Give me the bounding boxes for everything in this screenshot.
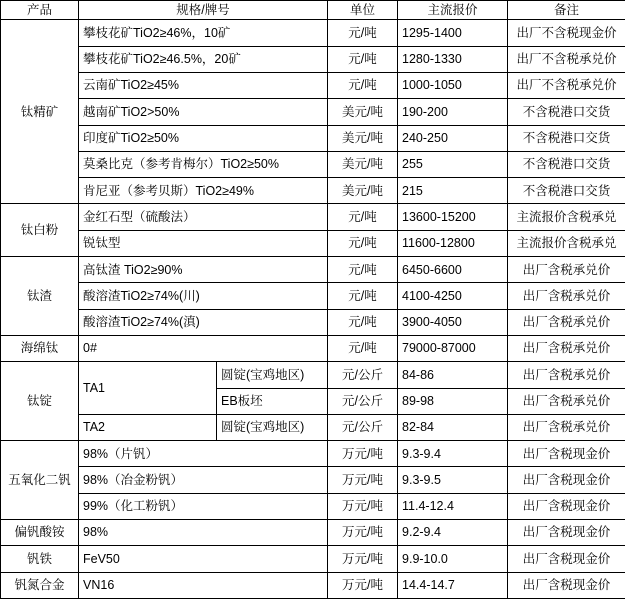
product-category-cell: 钛白粉 [1, 204, 79, 257]
price-cell: 9.3-9.4 [398, 441, 508, 467]
table-row [1, 72, 625, 98]
header-spec: 规格/牌号 [79, 1, 328, 20]
product-category-cell: 钒铁 [1, 546, 79, 572]
table-row [1, 283, 625, 309]
unit-cell: 元/吨 [328, 204, 398, 230]
price-cell: 13600-15200 [398, 204, 508, 230]
spec-cell: 越南矿TiO2>50% [79, 99, 328, 125]
spec-cell: 高钛渣 TiO2≥90% [79, 257, 328, 283]
table-row [1, 493, 625, 519]
table-row [1, 230, 625, 256]
price-cell: 9.2-9.4 [398, 520, 508, 546]
remark-cell: 不含税港口交货 [508, 125, 625, 151]
table-body [1, 20, 625, 599]
table-row [1, 309, 625, 335]
price-cell: 9.3-9.5 [398, 467, 508, 493]
table-row [1, 20, 625, 46]
table-row [1, 125, 625, 151]
unit-cell: 元/吨 [328, 20, 398, 46]
spec-cell: 酸溶渣TiO2≥74%(滇) [79, 309, 328, 335]
remark-cell: 出厂含税承兑价 [508, 414, 625, 440]
unit-cell: 美元/吨 [328, 99, 398, 125]
table-row [1, 362, 625, 388]
header-row [1, 1, 625, 20]
unit-cell: 元/吨 [328, 72, 398, 98]
header-unit: 单位 [328, 1, 398, 20]
product-category-cell: 偏钒酸铵 [1, 520, 79, 546]
unit-cell: 万元/吨 [328, 546, 398, 572]
price-cell: 79000-87000 [398, 335, 508, 361]
spec-cell: 印度矿TiO2≥50% [79, 125, 328, 151]
table-row [1, 99, 625, 125]
remark-cell: 不含税港口交货 [508, 99, 625, 125]
remark-cell: 不含税港口交货 [508, 178, 625, 204]
price-cell: 3900-4050 [398, 309, 508, 335]
price-cell: 4100-4250 [398, 283, 508, 309]
table-row [1, 467, 625, 493]
unit-cell: 美元/吨 [328, 151, 398, 177]
table-row [1, 46, 625, 72]
remark-cell: 主流报价含税承兑 [508, 230, 625, 256]
remark-cell: 出厂含税承兑价 [508, 309, 625, 335]
remark-cell: 出厂含税现金价 [508, 467, 625, 493]
remark-cell: 出厂不含税现金价 [508, 20, 625, 46]
remark-cell: 出厂含税承兑价 [508, 388, 625, 414]
table-row [1, 178, 625, 204]
unit-cell: 元/公斤 [328, 388, 398, 414]
price-cell: 82-84 [398, 414, 508, 440]
price-cell: 84-86 [398, 362, 508, 388]
remark-cell: 出厂含税现金价 [508, 546, 625, 572]
price-cell: 11600-12800 [398, 230, 508, 256]
table-row [1, 151, 625, 177]
remark-cell: 出厂含税现金价 [508, 520, 625, 546]
table-row [1, 204, 625, 230]
spec-cell: 98%（冶金粉钒） [79, 467, 328, 493]
unit-cell: 元/公斤 [328, 362, 398, 388]
header-remark: 备注 [508, 1, 625, 20]
unit-cell: 万元/吨 [328, 572, 398, 598]
product-category-cell: 海绵钛 [1, 335, 79, 361]
product-category-cell: 钒氮合金 [1, 572, 79, 598]
table-row [1, 257, 625, 283]
unit-cell: 万元/吨 [328, 441, 398, 467]
table-row [1, 546, 625, 572]
unit-cell: 元/吨 [328, 335, 398, 361]
unit-cell: 万元/吨 [328, 467, 398, 493]
price-cell: 1280-1330 [398, 46, 508, 72]
price-cell: 89-98 [398, 388, 508, 414]
price-cell: 11.4-12.4 [398, 493, 508, 519]
spec-cell: 云南矿TiO2≥45% [79, 72, 328, 98]
header-price: 主流报价 [398, 1, 508, 20]
price-cell: 14.4-14.7 [398, 572, 508, 598]
price-cell: 1295-1400 [398, 20, 508, 46]
remark-cell: 出厂含税承兑价 [508, 283, 625, 309]
price-cell: 255 [398, 151, 508, 177]
unit-cell: 元/吨 [328, 283, 398, 309]
remark-cell: 出厂含税承兑价 [508, 362, 625, 388]
spec-cell: EB板坯 [217, 388, 328, 414]
spec-cell: 0# [79, 335, 328, 361]
spec-cell: 莫桑比克（参考肯梅尔）TiO2≥50% [79, 151, 328, 177]
product-category-cell: 钛锭 [1, 362, 79, 441]
spec-cell: 圆锭(宝鸡地区) [217, 414, 328, 440]
spec-cell: 98% [79, 520, 328, 546]
price-cell: 215 [398, 178, 508, 204]
product-category-cell: 五氧化二钒 [1, 441, 79, 520]
table-row [1, 520, 625, 546]
grade-cell: TA2 [79, 414, 217, 440]
table-row [1, 414, 625, 440]
price-cell: 240-250 [398, 125, 508, 151]
price-cell: 6450-6600 [398, 257, 508, 283]
remark-cell: 出厂含税现金价 [508, 493, 625, 519]
unit-cell: 元/吨 [328, 46, 398, 72]
header-product: 产品 [1, 1, 79, 20]
product-category-cell: 钛精矿 [1, 20, 79, 204]
remark-cell: 不含税港口交货 [508, 151, 625, 177]
remark-cell: 出厂不含税承兑价 [508, 46, 625, 72]
table-row [1, 572, 625, 598]
spec-cell: 99%（化工粉钒） [79, 493, 328, 519]
unit-cell: 元/公斤 [328, 414, 398, 440]
spec-cell: 肯尼亚（参考贝斯）TiO2≥49% [79, 178, 328, 204]
spec-cell: VN16 [79, 572, 328, 598]
remark-cell: 出厂不含税承兑价 [508, 72, 625, 98]
remark-cell: 出厂含税现金价 [508, 572, 625, 598]
price-cell: 190-200 [398, 99, 508, 125]
unit-cell: 美元/吨 [328, 178, 398, 204]
grade-cell: TA1 [79, 362, 217, 415]
table-row [1, 441, 625, 467]
remark-cell: 出厂含税现金价 [508, 441, 625, 467]
spec-cell: 锐钛型 [79, 230, 328, 256]
unit-cell: 元/吨 [328, 230, 398, 256]
spec-cell: 圆锭(宝鸡地区) [217, 362, 328, 388]
spec-cell: FeV50 [79, 546, 328, 572]
spec-cell: 攀枝花矿TiO2≥46.5%，20矿 [79, 46, 328, 72]
unit-cell: 元/吨 [328, 257, 398, 283]
unit-cell: 美元/吨 [328, 125, 398, 151]
remark-cell: 主流报价含税承兑 [508, 204, 625, 230]
unit-cell: 元/吨 [328, 309, 398, 335]
remark-cell: 出厂含税承兑价 [508, 257, 625, 283]
table-header [1, 1, 625, 20]
table-row [1, 335, 625, 361]
remark-cell: 出厂含税承兑价 [508, 335, 625, 361]
price-cell: 9.9-10.0 [398, 546, 508, 572]
spec-cell: 酸溶渣TiO2≥74%(川) [79, 283, 328, 309]
price-cell: 1000-1050 [398, 72, 508, 98]
product-category-cell: 钛渣 [1, 257, 79, 336]
spec-cell: 攀枝花矿TiO2≥46%，10矿 [79, 20, 328, 46]
spec-cell: 金红石型（硫酸法） [79, 204, 328, 230]
unit-cell: 万元/吨 [328, 493, 398, 519]
unit-cell: 万元/吨 [328, 520, 398, 546]
spec-cell: 98%（片钒） [79, 441, 328, 467]
